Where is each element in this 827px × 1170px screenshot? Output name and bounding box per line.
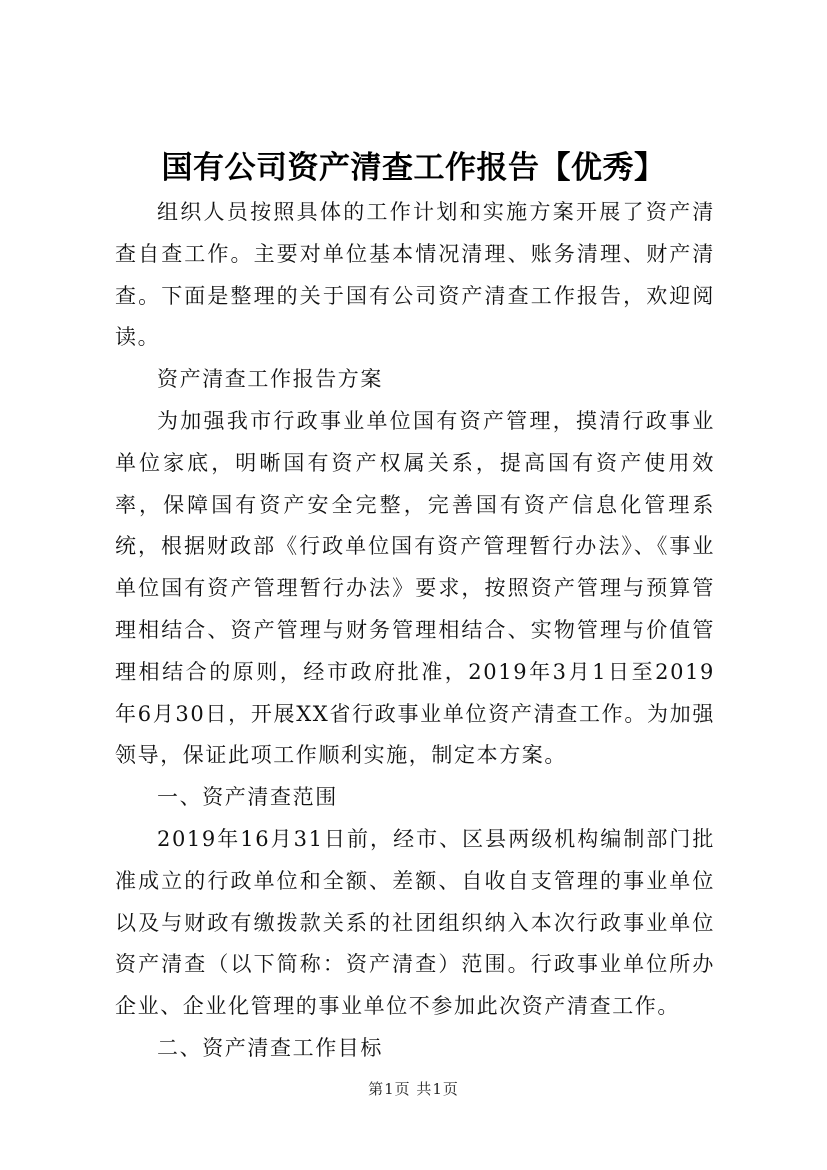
document-body [115,192,715,1070]
plan-paragraph: 为加强我市行政事业单位国有资产管理，摸清行政事业单位家底，明晰国有资产权属关系，提高国有资产使用效率，保障国有资产安全完整，完善国有资产信息化管理系统，根据财政部《行政单位国有资产管理暂行办法》、《事业单位国有资产管理暂行办法》要求，按照资产管理与预算管理相结合、资产管理与财务管理相结合、实物管理与价值管理相结合的原则，经市政府批准，2019年3月1日至2019年6月30日，开展XX省行政事业单位资产清查工作。为加强领导，保证此项工作顺利实施，制定本方案。 [115,408,715,768]
plan-heading: 资产清查工作报告方案 [157,367,383,392]
intro-paragraph: 组织人员按照具体的工作计划和实施方案开展了资产清查自查工作。主要对单位基本情况清理、账务清理、财产清查。下面是整理的关于国有公司资产清查工作报告，欢迎阅读。 [115,200,715,350]
page-footer: 第1页 共1页 [368,1080,459,1098]
section-one-heading: 一、资产清查范围 [157,785,338,810]
section-one-paragraph: 2019年16月31日前，经市、区县两级机构编制部门批准成立的行政单位和全额、差额、自收自支管理的事业单位以及与财政有缴拨款关系的社团组织纳入本次行政事业单位资产清查（以下简称：资产清查）范围。行政事业单位所办企业、企业化管理的事业单位不参加此次资产清查工作。 [115,826,715,1019]
document-title: 国有公司资产清查工作报告【优秀】 [161,150,666,186]
section-two-heading: 二、资产清查工作目标 [157,1035,383,1060]
